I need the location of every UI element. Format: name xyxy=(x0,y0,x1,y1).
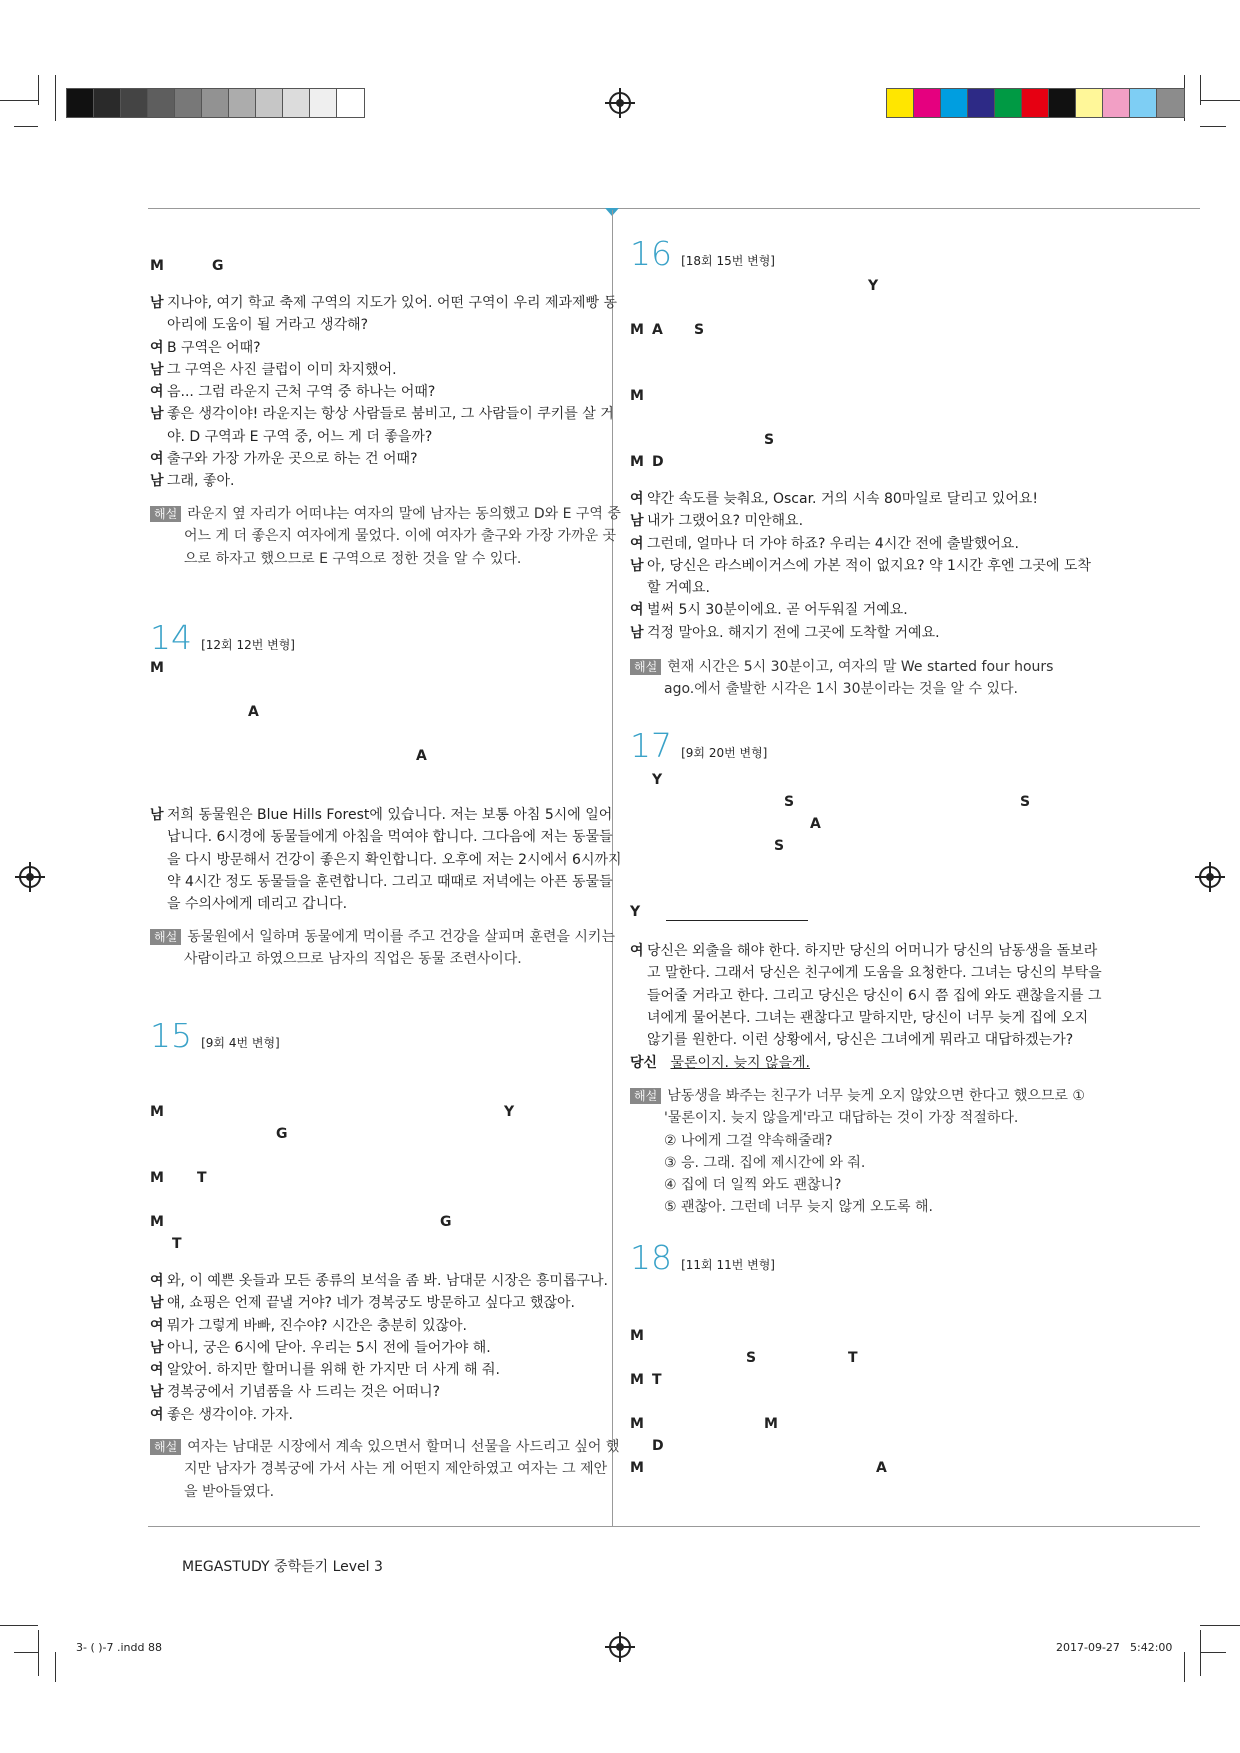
color-swatch xyxy=(887,89,914,117)
bottom-rule xyxy=(148,1526,1200,1527)
question-number: 18 xyxy=(630,1238,672,1277)
dialog-text: 을 다시 방문해서 건강이 좋은지 확인합니다. 오후에 저는 2시에서 6시까지 xyxy=(167,851,622,868)
dialog-text: 지나야, 여기 학교 축제 구역의 지도가 있어. 어떤 구역이 우리 제과제빵 동 xyxy=(167,295,618,311)
speaker-label: 여 xyxy=(630,535,644,552)
speaker-label: 여 xyxy=(150,339,164,356)
dialog-line xyxy=(150,381,598,403)
explanation-tag: 해설 xyxy=(150,1439,181,1455)
dialog-line xyxy=(630,962,1102,984)
dialog-line xyxy=(150,314,598,336)
explanation-text: 어느 게 더 좋은지 여자에게 물었다. 이에 여자가 출구와 가장 가까운 곳 xyxy=(184,528,617,545)
explanation-text: 을 받아들였다. xyxy=(184,1483,275,1500)
explanation-line xyxy=(150,525,617,547)
explanation-text: '물론이지. 늦지 않을게'라고 대답하는 것이 가장 적절하다. xyxy=(664,1110,1019,1127)
dialog-line xyxy=(150,359,598,381)
color-swatch xyxy=(1130,89,1157,117)
dialog-text: 않기를 원한다. 이런 상황에서, 당신은 그녀에게 뭐라고 대답하겠는가? xyxy=(647,1032,1074,1049)
explanation-line xyxy=(150,1436,620,1458)
dialog-line xyxy=(630,1029,1080,1051)
question-number: 15 xyxy=(150,1016,192,1055)
dialog-line xyxy=(150,426,598,448)
slug-filename: 3- ( )-7 .indd 88 xyxy=(76,1641,162,1654)
dialog-line xyxy=(150,1337,598,1359)
question-source: [9회 20번 변형] xyxy=(681,746,768,760)
question-source: [11회 11번 변형] xyxy=(681,1258,775,1272)
explanation-text: 동물원에서 일하며 동물에게 먹이를 주고 건강을 살피며 훈련을 시키는 xyxy=(187,929,615,945)
dialog-text: 그래, 좋아. xyxy=(167,473,235,490)
dialog-text: 을 수의사에게 데리고 갑니다. xyxy=(167,896,348,913)
color-swatch xyxy=(914,89,941,117)
dialog-text: 걱정 말아요. 해지기 전에 그곳에 도착할 거예요. xyxy=(647,624,940,641)
explanation-tag: 해설 xyxy=(150,506,181,522)
dialog-line xyxy=(150,1292,598,1314)
explanation-tag: 해설 xyxy=(630,659,661,675)
dialog-line xyxy=(150,826,613,848)
color-swatch xyxy=(968,89,995,117)
explanation-text: ⑤ 괜찮아. 그런데 너무 늦지 않게 오도록 해. xyxy=(664,1199,933,1216)
question-18-heading xyxy=(630,1240,775,1276)
question-source: [9회 4번 변형] xyxy=(201,1036,280,1050)
color-swatch xyxy=(94,89,121,117)
speaker-label: 여 xyxy=(150,1406,164,1423)
color-swatch xyxy=(337,89,364,117)
dialog-text: 약간 속도를 늦춰요, Oscar. 거의 시속 80마일로 달리고 있어요! xyxy=(647,491,1038,507)
explanation-text: 현재 시간은 5시 30분이고, 여자의 말 We started four hours xyxy=(667,659,1054,675)
dialog-text: B 구역은 어때? xyxy=(167,339,261,356)
dialog-line xyxy=(630,940,1098,962)
dialog-line xyxy=(630,533,1080,555)
explanation-text: 으로 하자고 했으므로 E 구역으로 정한 것을 알 수 있다. xyxy=(184,550,522,567)
color-swatch xyxy=(1157,89,1184,117)
speaker-label: 여 xyxy=(150,1362,164,1379)
speaker-label: 여 xyxy=(630,602,644,619)
dialog-17 xyxy=(630,940,1102,1051)
explanation-line xyxy=(150,926,615,948)
color-swatch xyxy=(67,89,94,117)
dialog-text: 그 구역은 사진 클럽이 이미 차지했어. xyxy=(167,361,397,378)
dialog-line xyxy=(630,555,1091,577)
explanation-text: ago.에서 출발한 시각은 1시 30분이라는 것을 알 수 있다. xyxy=(664,681,1018,698)
dialog-line xyxy=(630,488,1080,510)
question-number: 16 xyxy=(630,234,672,273)
color-swatch xyxy=(1049,89,1076,117)
color-swatch xyxy=(121,89,148,117)
dialog-text: 아니, 궁은 6시에 닫아. 우리는 5시 전에 들어가야 해. xyxy=(167,1339,491,1356)
question-source: [12회 12번 변형] xyxy=(201,638,295,652)
dialog-line xyxy=(150,893,598,915)
top-rule xyxy=(148,208,1200,209)
dialog-line xyxy=(150,470,598,492)
speaker-label: 남 xyxy=(150,473,164,490)
color-swatch xyxy=(310,89,337,117)
explanation-line xyxy=(630,1130,1080,1152)
dialog-text: 납니다. 6시경에 동물들에게 아침을 먹여야 합니다. 그다음에 저는 동물들 xyxy=(167,829,613,846)
color-swatch xyxy=(148,89,175,117)
speaker-label: 남 xyxy=(630,624,644,641)
explanation-line xyxy=(150,503,621,525)
speaker-label: 남 xyxy=(150,361,164,378)
speaker-label: 여 xyxy=(150,1317,164,1334)
registration-mark-left xyxy=(19,866,41,888)
explanation-line xyxy=(150,1458,608,1480)
explanation-line xyxy=(630,1152,1080,1174)
dialog-text: 좋은 생각이야. 가자. xyxy=(167,1406,293,1423)
dialog-13 xyxy=(150,292,618,493)
explanation-text: ② 나에게 그걸 약속해줄래? xyxy=(664,1132,833,1149)
dialog-line xyxy=(630,577,1080,599)
cmyk-color-bar xyxy=(886,88,1185,118)
explanation-line xyxy=(630,1085,1085,1107)
explanation-line xyxy=(150,1481,598,1503)
explanation-text: 지만 남자가 경복궁에 가서 사는 게 어떤지 제안하였고 여자는 그 제안 xyxy=(184,1461,608,1478)
dialog-text: 좋은 생각이야! 라운지는 항상 사람들로 붐비고, 그 사람들이 쿠키를 살 거 xyxy=(167,406,614,423)
explanation-13 xyxy=(150,503,621,570)
dialog-line xyxy=(630,985,1102,1007)
speaker-label: 여 xyxy=(630,491,644,507)
grayscale-color-bar xyxy=(66,88,365,118)
dialog-text: 음... 그럼 라운지 근처 구역 중 하나는 어때? xyxy=(167,384,436,401)
explanation-text: ④ 집에 더 일찍 와도 괜찮니? xyxy=(664,1177,842,1194)
speaker-label: 여 xyxy=(150,384,164,401)
registration-mark-top xyxy=(609,92,631,114)
dialog-text: 그런데, 얼마나 더 가야 하죠? 우리는 4시간 전에 출발했어요. xyxy=(647,535,1019,552)
dialog-text: 들어줄 거라고 한다. 그리고 당신은 당신이 6시 쯤 집에 와도 괜찮을지를 그 xyxy=(647,987,1102,1004)
explanation-line xyxy=(150,548,598,570)
dialog-16 xyxy=(630,488,1091,644)
speaker-label: 남 xyxy=(630,557,644,574)
dialog-line xyxy=(630,1007,1089,1029)
explanation-line xyxy=(630,1196,1080,1218)
speaker-label: 당신 xyxy=(630,1055,658,1071)
dialog-line xyxy=(630,622,1080,644)
speaker-label: 여 xyxy=(150,1273,164,1289)
slug-date: 2017-09-27 xyxy=(1056,1641,1120,1654)
dialog-line xyxy=(150,337,598,359)
dialog-text: 아, 당신은 라스베이거스에 가본 적이 없지요? 약 1시간 후엔 그곳에 도착 xyxy=(647,557,1091,574)
explanation-text: ③ 응. 그래. 집에 제시간에 와 줘. xyxy=(664,1154,866,1171)
explanation-text: 여자는 남대문 시장에서 계속 있으면서 할머니 선물을 사드리고 싶어 했 xyxy=(187,1439,620,1455)
dialog-text: 저희 동물원은 Blue Hills Forest에 있습니다. 저는 보통 아침 5시에 일어 xyxy=(167,807,613,823)
dialog-text: 할 거예요. xyxy=(647,580,710,597)
color-swatch xyxy=(1022,89,1049,117)
dialog-line xyxy=(630,510,1080,532)
explanation-line xyxy=(150,948,598,970)
answer-17 xyxy=(630,1052,1080,1074)
registration-mark-right xyxy=(1199,866,1221,888)
speaker-label: 여 xyxy=(150,451,164,468)
dialog-text: 뭐가 그렇게 바빠, 진수야? 시간은 충분히 있잖아. xyxy=(167,1317,467,1334)
color-swatch xyxy=(1076,89,1103,117)
dialog-line xyxy=(150,1381,598,1403)
question-15-heading xyxy=(150,1018,280,1054)
explanation-text: 남동생을 봐주는 친구가 너무 늦게 오지 않았으면 한다고 했으므로 ① xyxy=(667,1088,1085,1104)
dialog-15 xyxy=(150,1270,608,1426)
dialog-text: 당신은 외출을 해야 한다. 하지만 당신의 어머니가 당신의 남동생을 돌보라 xyxy=(647,943,1098,959)
dialog-line xyxy=(150,403,614,425)
explanation-15 xyxy=(150,1436,620,1503)
color-swatch xyxy=(229,89,256,117)
registration-mark-bottom xyxy=(609,1636,631,1658)
dialog-line xyxy=(150,1270,608,1292)
speaker-label: 남 xyxy=(150,1384,164,1401)
dialog-text: 내가 그랬어요? 미안해요. xyxy=(647,513,804,530)
speaker-label: 남 xyxy=(150,406,164,423)
explanation-tag: 해설 xyxy=(630,1088,661,1104)
answer-text: 물론이지. 늦지 않을게. xyxy=(670,1055,810,1071)
speaker-label: 남 xyxy=(630,513,644,530)
color-swatch xyxy=(995,89,1022,117)
dialog-line xyxy=(150,1404,598,1426)
explanation-tag: 해설 xyxy=(150,929,181,945)
dialog-text: 녀에게 물어본다. 그녀는 괜찮다고 말하지만, 당신이 너무 늦게 집에 오지 xyxy=(647,1009,1089,1026)
speaker-label: 남 xyxy=(150,1295,164,1312)
explanation-line xyxy=(630,1107,1080,1129)
explanation-text: 라운지 옆 자리가 어떠냐는 여자의 말에 남자는 동의했고 D와 E 구역 중 xyxy=(187,506,621,522)
explanation-line xyxy=(630,678,1080,700)
color-swatch xyxy=(283,89,310,117)
dialog-text: 고 말한다. 그래서 당신은 친구에게 도움을 요청한다. 그녀는 당신의 부탁을 xyxy=(647,965,1102,982)
dialog-line xyxy=(630,599,1080,621)
speaker-label: 남 xyxy=(150,1339,164,1356)
dialog-line xyxy=(150,849,622,871)
explanation-text: 사람이라고 하였으므로 남자의 직업은 동물 조련사이다. xyxy=(184,951,522,968)
explanation-16 xyxy=(630,656,1080,701)
dialog-line xyxy=(150,448,598,470)
question-16-heading xyxy=(630,236,775,272)
dialog-text: 약 4시간 정도 동물들을 훈련합니다. 그리고 때때로 저녁에는 아픈 동물들 xyxy=(167,873,613,890)
dialog-text: 벌써 5시 30분이에요. 곧 어두워질 거예요. xyxy=(647,602,908,619)
dialog-text: 야. D 구역과 E 구역 중, 어느 게 더 좋을까? xyxy=(167,428,433,445)
dialog-line xyxy=(150,1359,598,1381)
speaker-label: 여 xyxy=(630,943,644,959)
dialog-text: 경복궁에서 기념품을 사 드리는 것은 어떠니? xyxy=(167,1384,441,1401)
answer-blank xyxy=(666,904,808,921)
explanation-line xyxy=(630,1174,1080,1196)
dialog-line xyxy=(150,292,618,314)
question-source: [18회 15번 변형] xyxy=(681,254,775,268)
question-number: 14 xyxy=(150,618,192,657)
dialog-line xyxy=(150,871,613,893)
dialog-text: 아리에 도움이 될 거라고 생각해? xyxy=(167,317,369,334)
question-number: 17 xyxy=(630,726,672,765)
dialog-line xyxy=(150,804,613,826)
color-swatch xyxy=(256,89,283,117)
color-swatch xyxy=(941,89,968,117)
explanation-14 xyxy=(150,926,615,971)
explanation-line xyxy=(630,656,1080,678)
speaker-label: 남 xyxy=(150,295,164,311)
dialog-text: 출구와 가장 가까운 곳으로 하는 건 어때? xyxy=(167,451,418,468)
color-swatch xyxy=(1103,89,1130,117)
explanation-17 xyxy=(630,1085,1085,1219)
dialog-line xyxy=(150,1315,598,1337)
question-14-heading xyxy=(150,620,295,656)
slug-time: 5:42:00 xyxy=(1130,1641,1173,1654)
dialog-text: 알았어. 하지만 할머니를 위해 한 가지만 더 사게 해 줘. xyxy=(167,1362,500,1379)
color-swatch xyxy=(175,89,202,117)
dialog-text: 와, 이 예쁜 옷들과 모든 종류의 보석을 좀 봐. 남대문 시장은 흥미롭구나. xyxy=(167,1273,608,1289)
dialog-14 xyxy=(150,804,622,915)
page-footer: MEGASTUDY 중학듣기 Level 3 xyxy=(182,1559,383,1575)
question-17-heading xyxy=(630,728,767,764)
speaker-label: 남 xyxy=(150,807,164,823)
dialog-text: 얘, 쇼핑은 언제 끝낼 거야? 네가 경복궁도 방문하고 싶다고 했잖아. xyxy=(167,1295,576,1312)
color-swatch xyxy=(202,89,229,117)
